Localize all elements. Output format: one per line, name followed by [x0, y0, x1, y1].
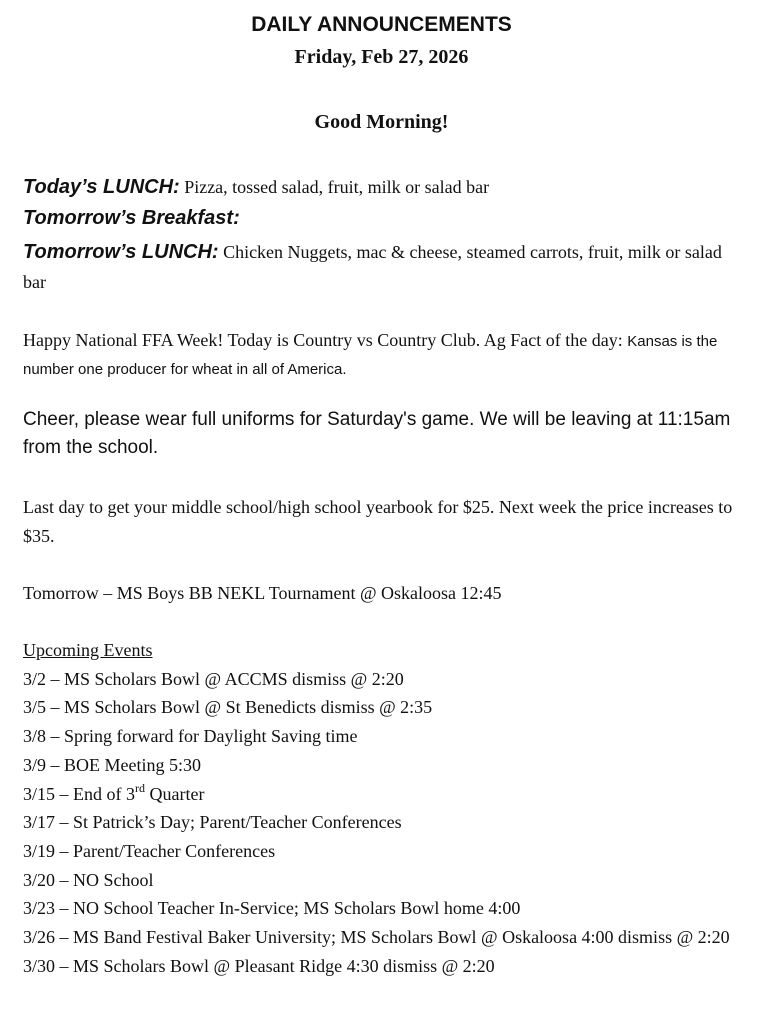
todays-lunch-label: Today’s LUNCH: — [23, 176, 180, 198]
ffa-week-announcement — [23, 326, 739, 384]
announcement-date: Friday, Feb 27, 2026 — [294, 46, 469, 68]
upcoming-events — [23, 636, 739, 980]
ag-fact-text: Kansas is the number one producer for wheat in all of America. — [23, 333, 718, 378]
tomorrows-lunch-menu: Chicken Nuggets, mac & cheese, steamed carrots, fruit, milk or salad bar — [23, 242, 722, 292]
tomorrows-lunch — [23, 238, 739, 298]
event-item: 3/9 – BOE Meeting 5:30 — [23, 754, 201, 775]
event-quarter-suffix: Quarter — [145, 783, 205, 804]
ffa-week-text: Happy National FFA Week! Today is Country vs Country Club. Ag Fact of the day: — [23, 330, 628, 350]
tomorrows-breakfast-label: Tomorrow’s Breakfast: — [23, 207, 240, 229]
tomorrows-lunch-label: Tomorrow’s LUNCH: — [23, 241, 219, 263]
event-item: 3/23 – NO School Teacher In-Service; MS Scholars Bowl home 4:00 — [23, 898, 521, 919]
event-quarter-ordinal: rd — [135, 780, 145, 795]
todays-lunch — [23, 173, 739, 203]
event-item: 3/26 – MS Band Festival Baker University; MS Scholars Bowl @ Oskaloosa 4:00 dismiss @ 2:20 — [23, 927, 730, 948]
event-item: 3/20 – NO School — [23, 869, 154, 890]
tomorrows-breakfast — [23, 204, 739, 234]
event-item: 3/5 – MS Scholars Bowl @ St Benedicts dismiss @ 2:35 — [23, 697, 433, 718]
event-item: 3/17 – St Patrick’s Day; Parent/Teacher Conferences — [23, 812, 402, 833]
event-item — [23, 780, 739, 809]
event-item: 3/2 – MS Scholars Bowl @ ACCMS dismiss @ 2:20 — [23, 668, 404, 689]
yearbook-announcement: Last day to get your middle school/high school yearbook for $25. Next week the price increases to $35. — [23, 497, 733, 546]
event-item: 3/19 – Parent/Teacher Conferences — [23, 840, 276, 861]
upcoming-events-heading: Upcoming Events — [23, 640, 153, 660]
page-title: DAILY ANNOUNCEMENTS — [251, 13, 512, 36]
greeting: Good Morning! — [314, 111, 449, 133]
tomorrow-event: Tomorrow – MS Boys BB NEKL Tournament @ Oskaloosa 12:45 — [23, 583, 502, 603]
event-item: 3/8 – Spring forward for Daylight Saving time — [23, 726, 358, 747]
event-item: 3/30 – MS Scholars Bowl @ Pleasant Ridge 4:30 dismiss @ 2:20 — [23, 955, 495, 976]
cheer-announcement: Cheer, please wear full uniforms for Saturday's game. We will be leaving at 11:15am from the school. — [23, 409, 731, 458]
todays-lunch-menu: Pizza, tossed salad, fruit, milk or salad bar — [179, 177, 490, 197]
event-quarter-prefix: 3/15 – End of 3 — [23, 783, 135, 804]
